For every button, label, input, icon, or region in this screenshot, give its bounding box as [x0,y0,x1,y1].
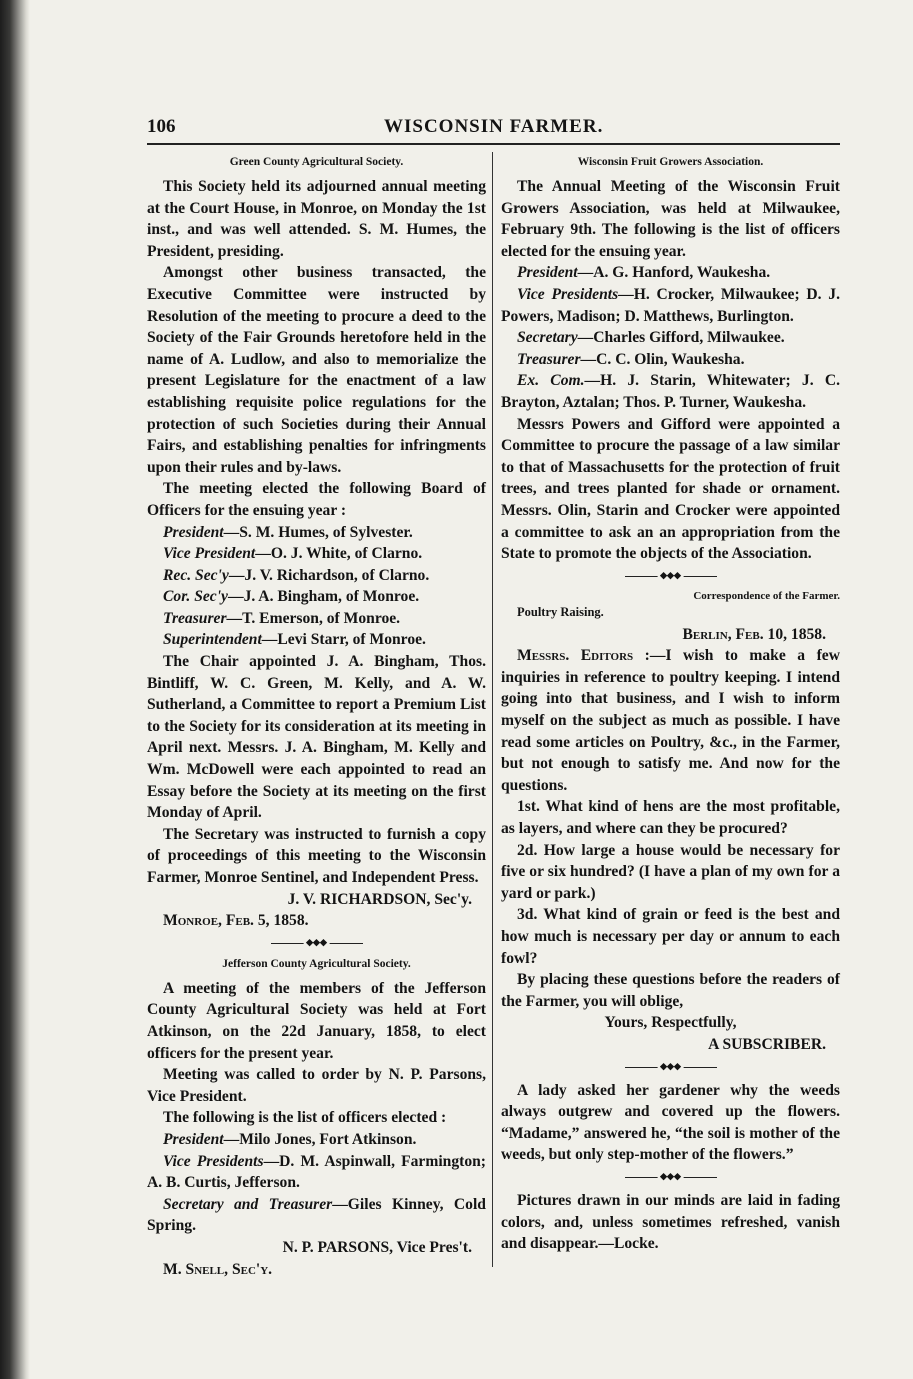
poultry-intro: —I wish to make a few inquiries in reference to poultry keeping. I intend going into that business, and I wish to inform myself on the subject as much as possible. I have read some articles on Poultry, &c., in the Farmer, but not enough to satisfy me. And now for the questions. [501,647,840,794]
officer-line [147,565,486,587]
officer-name: —S. M. Humes, of Sylvester. [223,523,413,541]
poultry-closing: Yours, Respectfully, [604,1014,737,1032]
officer-role: Cor. Sec'y [163,588,228,606]
section-separator: ◆◆◆ [625,1062,717,1072]
officer-line [501,284,840,327]
correspondence-heading: Correspondence of the Farmer. [693,589,840,602]
officer-role: Vice Presidents [163,1152,264,1170]
green-paragraph-4: The Chair appointed J. A. Bingham, Thos. Bintliff, W. C. Green, M. Kelly, and A. W. Sutherland, a Committee to report a Premium List to the Society for its consideration at its meeting in April next. Messrs. J. A. Bingham, M. Kelly and Wm. McDowell were each appointed to read an Essay before the Society at its meeting on the first Monday of April. [147,653,486,822]
poultry-signature: A SUBSCRIBER. [708,1035,826,1053]
officer-name: —Levi Starr, of Monroe. [261,631,426,649]
officer-line [147,608,486,630]
officer-name: —O. J. White, of Clarno. [255,545,423,563]
officer-name: —H. Crocker, Milwaukee; D. J. Powers, Madison; D. Matthews, Burlington. [501,285,840,325]
poultry-paragraph-1 [501,645,840,796]
section-separator: ◆◆◆ [625,1172,717,1182]
fruit-growers-heading: Wisconsin Fruit Growers Association. [577,156,764,168]
fruit-paragraph-2: Messrs Powers and Gifford were appointed a Committee to procure the passage of a law similar to that of Massachusetts for the protection of fruit trees, and trees planted for shade or ornament. Messrs. Olin, Starin and Crocker were appointed a committee to ask an an appropriation from the State to promote the objects of the Association. [501,415,840,563]
officer-line [501,327,840,349]
green-dateline: Monroe, Feb. 5, 1858. [163,912,309,930]
green-paragraph-2: Amongst other business transacted, the Executive Committee were instructed by Resolution of the meeting to procure a deed to the Society of the Fair Grounds heretofore held in the name of A. Ludlow, and also to memorialize the present Legislature for the enactment of a law establishing requisite police regulations for the protection of such Societies during their Annual Fairs, and establishing penalties for infringments upon their rules and by-laws. [147,264,486,476]
poultry-question-1: 1st. What kind of hens are the most profitable, as layers, and where can they be procured? [501,798,840,838]
officer-name: —H. J. Starin, Whitewater; J. C. Brayton, Aztalan; Thos. P. Turner, Waukesha. [501,372,840,411]
left-column [147,150,486,1280]
officer-role: Ex. Com. [517,372,585,390]
officer-name: —D. M. Aspinwall, Farmington; A. B. Curtis, Jefferson. [147,1152,486,1192]
jefferson-paragraph-2: Meeting was called to order by N. P. Parsons, Vice President. [147,1066,486,1105]
section-separator: ◆◆◆ [271,938,363,948]
officer-name: —J. V. Richardson, of Clarno. [228,566,430,584]
officer-line [147,1194,486,1237]
column-divider [492,152,493,1267]
officer-name: —J. A. Bingham, of Monroe. [227,588,420,606]
officer-role: President [163,1130,224,1148]
jefferson-signature: N. P. PARSONS, Vice Pres't. [282,1238,472,1256]
officer-role: Secretary [517,329,578,347]
officer-line [147,543,486,565]
poultry-question-3: 3d. What kind of grain or feed is the best and how much is necessary per day or annum to each fowl? [501,906,840,967]
lady-anecdote: A lady asked her gardener why the weeds always outgrew and covered up the flowers. “Madame,” answered he, “the soil is mother of the weeds, but only step-mother of the flowers.” [501,1081,840,1164]
officer-name: —T. Emerson, of Monroe. [226,609,401,627]
officer-line [147,586,486,608]
fruit-paragraph-1: The Annual Meeting of the Wisconsin Fruit Growers Association, was held at Milwaukee, February 9th. The following is the list of officers elected for the ensuing year. [501,178,840,260]
officer-role: Superintendent [163,631,262,649]
officer-name: —C. C. Olin, Waukesha. [580,350,745,368]
officer-line [147,1151,486,1194]
jefferson-paragraph-3: The following is the list of officers elected : [163,1109,447,1127]
green-paragraph-1: This Society held its adjourned annual meeting at the Court House, in Monroe, on Monday the 1st inst., and was well attended. S. M. Humes, the President, presiding. [147,178,486,260]
section-separator: ◆◆◆ [625,571,717,581]
officer-role: Treasurer [517,350,581,368]
officer-role: Rec. Sec'y [163,566,229,584]
officer-role: President [517,264,578,282]
officer-role: Vice President [163,545,256,563]
poultry-paragraph-2: By placing these questions before the readers of the Farmer, you will oblige, [501,971,840,1010]
officer-name: —A. G. Hanford, Waukesha. [577,264,771,282]
officer-line [147,1129,486,1151]
officer-role: Vice Presidents [517,285,619,303]
officer-name: —Giles Kinney, Cold Spring. [147,1195,486,1235]
header-rule [147,143,840,145]
page-number: 106 [147,116,176,137]
green-signature: J. V. RICHARDSON, Sec'y. [287,890,472,908]
officer-line [147,629,486,651]
officer-line [147,522,486,544]
green-county-heading: Green County Agricultural Society. [229,156,404,168]
officer-name: —Milo Jones, Fort Atkinson. [223,1130,417,1148]
pictures-quote: Pictures drawn in our minds are laid in fading colors, and, unless sometimes refreshed, vanish and disappear.—Locke. [501,1191,840,1253]
officer-role: President [163,523,224,541]
salutation: Messrs. Editors : [517,647,650,665]
jefferson-paragraph-1: A meeting of the members of the Jefferson County Agricultural Society was held at Fort Atkinson, on the 22d January, 1858, to elect officers for the present year. [147,979,486,1062]
right-column [501,150,840,1255]
poultry-question-2: 2d. How large a house would be necessary for five or six hundred? (I have a plan of my own for a yard or park.) [501,841,840,902]
jefferson-county-heading: Jefferson County Agricultural Society. [222,957,411,970]
jefferson-secretary: M. Snell, Sec'y. [163,1260,273,1278]
officer-role: Secretary and Treasurer [163,1195,333,1213]
page-header [147,116,840,144]
officer-line [501,262,840,284]
officer-line [501,349,840,371]
running-title: WISCONSIN FARMER. [384,116,604,137]
green-paragraph-3: The meeting elected the following Board of Officers for the ensuing year : [147,480,486,519]
poultry-dateline: Berlin, Feb. 10, 1858. [682,625,826,643]
officer-name: —Charles Gifford, Milwaukee. [577,329,785,347]
officer-role: Treasurer [163,609,227,627]
officer-line [501,370,840,413]
page-binding-shadow [0,0,30,1379]
poultry-heading: Poultry Raising. [517,604,604,619]
green-paragraph-5: The Secretary was instructed to furnish a copy of proceedings of this meeting to the Wisconsin Farmer, Monroe Sentinel, and Independent Press. [147,825,486,886]
